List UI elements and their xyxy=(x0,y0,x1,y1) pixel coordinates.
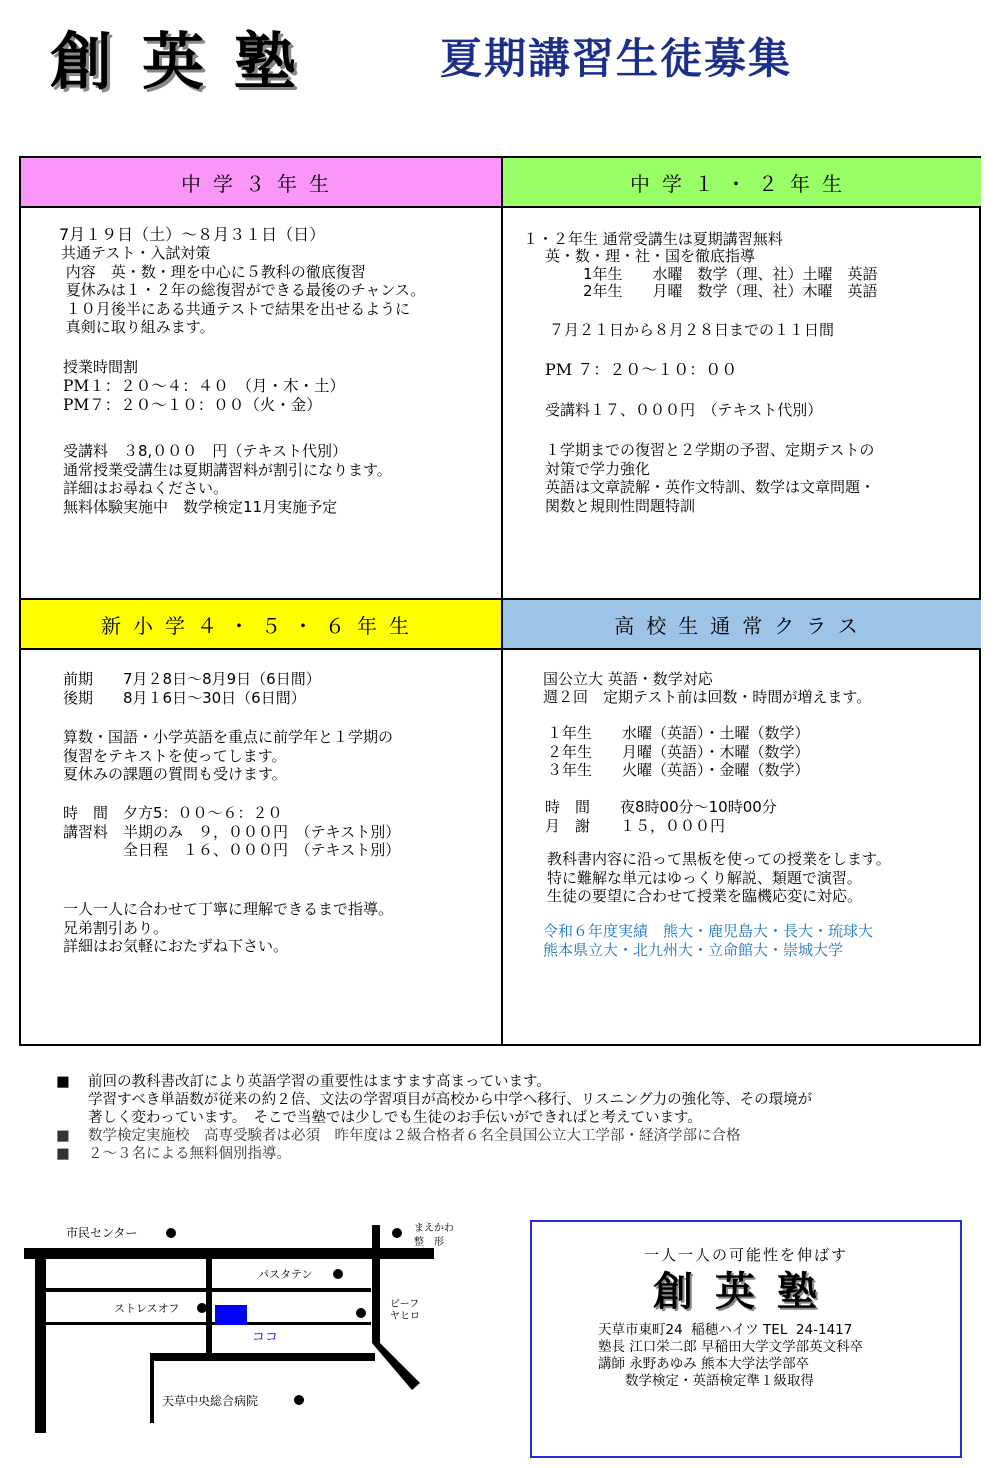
jh3-header: 中学３年生 xyxy=(21,158,501,208)
highschool-frequency: 週２回 定期テスト前は回数・時間が増えます。 xyxy=(543,688,872,706)
note-item xyxy=(56,1073,812,1091)
label-beef: ビーフ xyxy=(390,1299,420,1310)
jh12-grade1-schedule: 1年生 水曜 数学（理、社）土曜 英語 xyxy=(583,265,878,283)
summer-course-headline: 夏期講習生徒募集 xyxy=(440,34,793,83)
road-east xyxy=(372,1225,380,1343)
label-maekawa-clinic: 整 形 xyxy=(414,1237,444,1248)
label-pasta: パスタテン xyxy=(258,1268,313,1281)
label-stress-off: ストレスオフ xyxy=(114,1302,180,1315)
jh12-subjects: 英・数・理・社・国を徹底指導 xyxy=(545,247,756,265)
elementary-header: 新小学４・５・６年生 xyxy=(21,600,501,650)
label-maekawa: まえかわ xyxy=(414,1223,454,1234)
highschool-results: 令和６年度実績 熊大・鹿児島大・長大・琉球大 熊本県立大・北九州大・立命館大・崇城大学 xyxy=(543,922,874,959)
marker-stress-off xyxy=(197,1303,207,1313)
note-item xyxy=(56,1145,812,1163)
highschool-grade-schedule: １年生 水曜（英語）・土曜（数学） ２年生 月曜（英語）・木曜（数学） ３年生 火曜（英語）・金曜（数学） xyxy=(547,724,810,779)
jh3-body-intro: 共通テスト・入試対策 内容 英・数・理を中心に５教科の徹底復習 夏休みは１・２年の総復習ができる最後のチャンス。 １０月後半にある共通テストで結果を出せるように 真剣に取り組みます。 xyxy=(61,244,426,336)
marker-beef xyxy=(356,1308,366,1318)
card-school-name: 創英塾 xyxy=(653,1268,839,1315)
bullet-square-icon: ■ xyxy=(56,1146,70,1162)
note-text: 学習すべき単語数が従来の約２倍、文法の学習項目が高校から中学へ移行、リスニング力の強化等、その環境が xyxy=(88,1092,813,1108)
jh3-dates: 7月１９日（土）〜８月３１日（日） xyxy=(59,225,326,244)
road-west xyxy=(35,1248,46,1433)
elementary-schedule: 前期 7月２8日〜8月9日（6日間） 後期 8月１6日〜30日（6日間） xyxy=(63,670,321,707)
label-yahiro: ヤヒロ xyxy=(390,1311,420,1322)
bullet-square-icon: ■ xyxy=(56,1074,70,1090)
note-text: 前回の教科書改訂により英語学習の重要性はますます高まっています。 xyxy=(88,1074,551,1090)
access-map xyxy=(20,1215,454,1435)
highschool-description: 教科書内容に沿って黒板を使っての授業をします。 特に難解な単元はゆっくり解説、類題で演習。 生徒の要望に合わせて授業を臨機応変に対応。 xyxy=(547,850,891,905)
marker-maekawa xyxy=(392,1228,402,1238)
jh12-free-notice: １・２年生 通常受講生は夏期講習無料 xyxy=(523,230,783,248)
jh12-grade2-schedule: 2年生 月曜 数学（理、社）木曜 英語 xyxy=(583,282,878,300)
note-text: 数学検定実施校 高専受験者は必須 昨年度は２級合格者６名全員国公立大工学部・経済学部に合格 xyxy=(88,1128,741,1144)
school-location-marker xyxy=(215,1305,247,1325)
elementary-guidance: 一人一人に合わせて丁寧に理解できるまで指導。 兄弟割引あり。 詳細はお気軽におたずね下さい。 xyxy=(63,900,394,955)
marker-civic-center xyxy=(166,1228,176,1238)
note-text: ２〜３名による無料個別指導。 xyxy=(88,1146,291,1162)
jh3-timetable-label: 授業時間割 xyxy=(63,358,139,376)
jh3-fee-info: 受講料 ３8,０００ 円（テキスト代別） 通常授業受講生は夏期講習料が割引になります。 詳細はお尋ねください。 無料体験実施中 数学検定11月実施予定 xyxy=(63,442,392,516)
jh12-period: ７月２１日から８月２８日までの１１日間 xyxy=(549,321,835,339)
road-center xyxy=(206,1259,212,1359)
jh12-header: 中学１・２年生 xyxy=(503,158,981,208)
label-hospital: 天草中央総合病院 xyxy=(162,1394,259,1408)
note-item xyxy=(56,1091,812,1109)
elementary-description: 算数・国語・小学英語を重点に前学年と１学期の 復習をテキストを使ってします。 夏休みの課題の質問も受けます。 xyxy=(63,728,394,783)
highschool-subjects: 国公立大 英語・数学対応 xyxy=(543,670,713,688)
road-diagonal xyxy=(372,1343,420,1390)
course-grid xyxy=(19,156,981,1046)
jh12-description: １学期までの復習と２学期の予習、定期テストの 対策で学力強化 英語は文章読解・英作文特訓、数学は文章問題・ 関数と規則性問題特訓 xyxy=(545,441,876,515)
elementary-time-fee: 時 間 夕方5：００〜６：２０ 講習料 半期のみ ９，０００円 （テキスト別） 全日程 １６、０００円 （テキスト別） xyxy=(63,804,401,859)
jh12-fee: 受講料１７、０００円 （テキスト代別） xyxy=(545,401,823,419)
bullet-square-icon: ■ xyxy=(56,1128,70,1144)
note-item xyxy=(56,1127,812,1145)
notes-section xyxy=(56,1073,812,1163)
jh3-timetable: PM１：２０〜４：４０ （月・木・土） PM７：２０〜１０：００（火・金） xyxy=(63,377,346,414)
road-hospital xyxy=(150,1353,154,1423)
note-item xyxy=(56,1109,812,1127)
label-here: ココ xyxy=(252,1330,279,1345)
highschool-time-fee: 時 間 夜8時00分〜10時00分 月 謝 １５，０００円 xyxy=(545,798,777,835)
highschool-header: 高校生通常クラス xyxy=(503,600,981,650)
card-contact-info: 天草市東町24 稲穂ハイツ TEL 24-1417 塾長 江口栄二郎 早稲田大学文学部英文科卒 講師 永野あゆみ 熊本大学法学部卒 数学検定・英語検定準１級取得 xyxy=(598,1322,864,1389)
marker-pasta xyxy=(333,1269,343,1279)
road-south xyxy=(150,1353,375,1361)
note-text: 著しく変わっています。 そこで当塾では少しでも生徒のお手伝いができればと考えています。 xyxy=(88,1110,702,1126)
jh12-time: PM ７：２０〜１０：００ xyxy=(545,360,738,379)
label-civic-center: 市民センター xyxy=(66,1226,138,1240)
school-info-card xyxy=(530,1220,962,1458)
marker-hospital xyxy=(294,1395,304,1405)
card-slogan: 一人一人の可能性を伸ばす xyxy=(643,1246,848,1264)
school-name-title: 創英塾 xyxy=(50,25,327,98)
